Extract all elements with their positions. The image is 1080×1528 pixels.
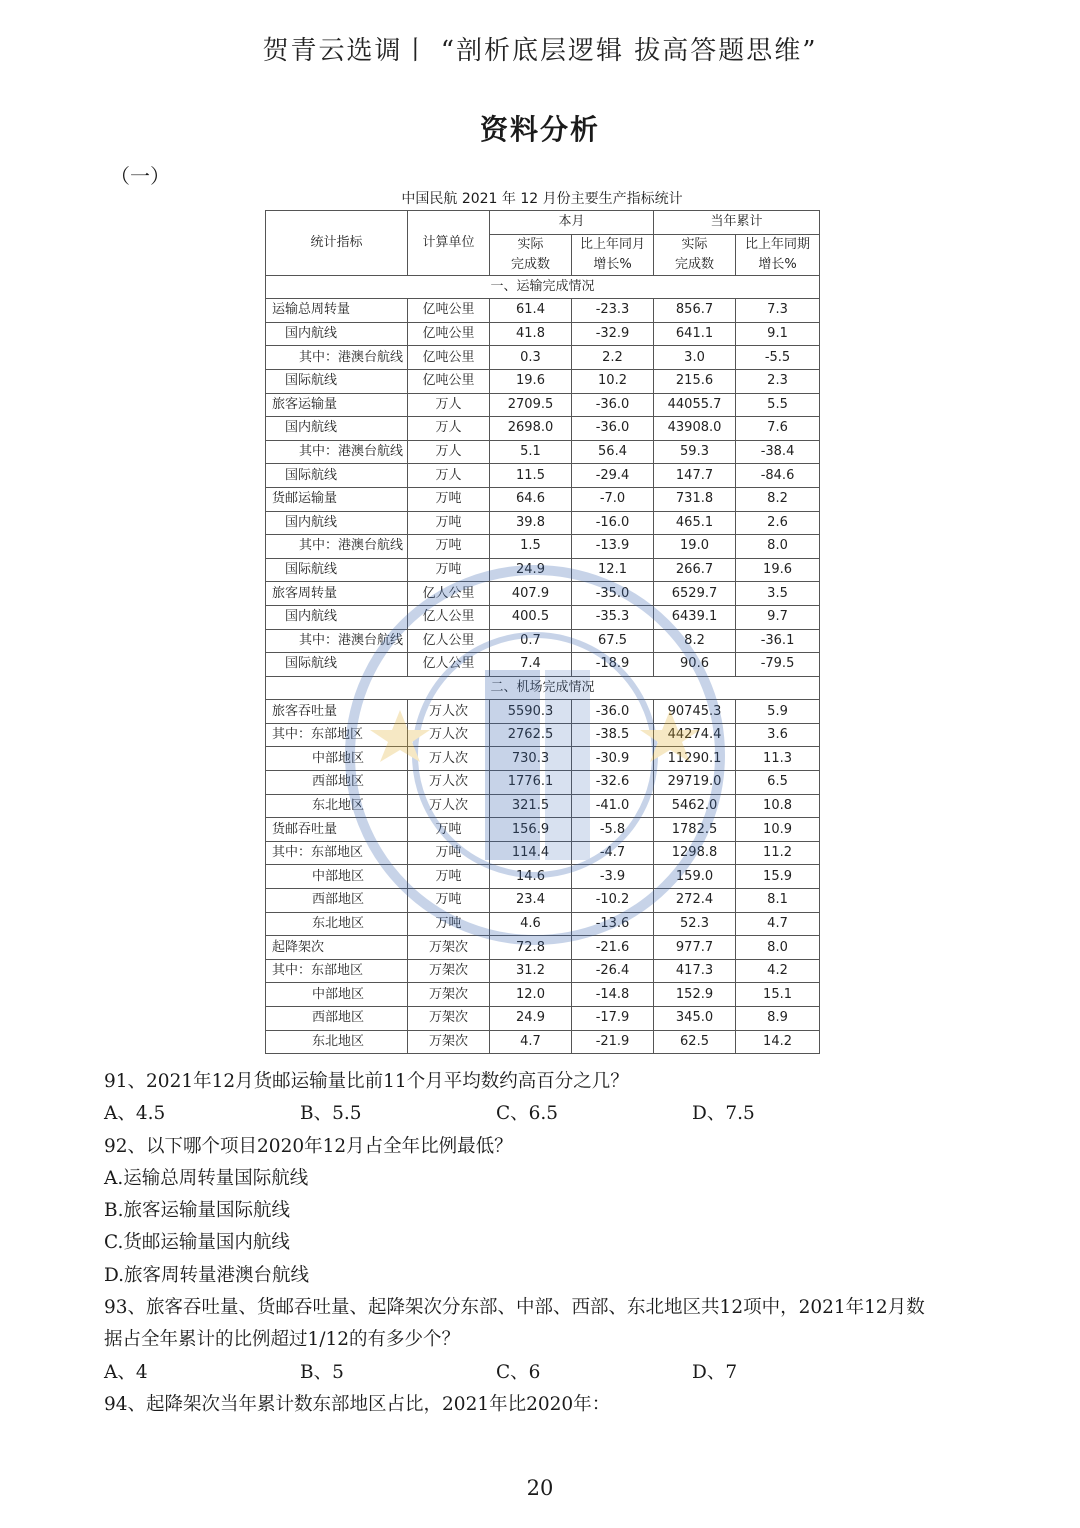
row-name: 其中：东部地区 bbox=[266, 723, 408, 747]
row-name: 中部地区 bbox=[266, 747, 408, 771]
row-name: 国内航线 bbox=[266, 322, 408, 346]
row-month-actual: 4.7 bbox=[490, 1030, 572, 1054]
table-row bbox=[266, 487, 820, 511]
row-month-actual: 1776.1 bbox=[490, 771, 572, 795]
row-ytd-actual: 6439.1 bbox=[654, 605, 736, 629]
row-unit: 万架次 bbox=[408, 1007, 490, 1031]
row-ytd-actual: 856.7 bbox=[654, 299, 736, 323]
row-ytd-growth: 5.5 bbox=[736, 393, 820, 417]
row-ytd-growth: 8.9 bbox=[736, 1007, 820, 1031]
question-92-stem: 92、以下哪个项目2020年12月占全年比例最低？ bbox=[104, 1135, 513, 1157]
section-label: （一） bbox=[110, 164, 170, 188]
row-name: 国际航线 bbox=[266, 558, 408, 582]
question-93-stem-line1: 93、旅客吞吐量、货邮吞吐量、起降架次分东部、中部、西部、东北地区共12项中，2021年12月数 bbox=[104, 1297, 925, 1319]
row-unit: 万吨 bbox=[408, 889, 490, 913]
row-month-growth: -23.3 bbox=[572, 299, 654, 323]
header-month-actual-text: 实际 完成数 bbox=[510, 236, 550, 272]
row-ytd-growth: 14.2 bbox=[736, 1030, 820, 1054]
row-month-actual: 0.3 bbox=[490, 346, 572, 370]
row-ytd-growth: 3.6 bbox=[736, 723, 820, 747]
row-ytd-actual: 417.3 bbox=[654, 959, 736, 983]
row-ytd-growth: 7.3 bbox=[736, 299, 820, 323]
table-row bbox=[266, 440, 820, 464]
row-month-actual: 2698.0 bbox=[490, 417, 572, 441]
row-unit: 亿人公里 bbox=[408, 653, 490, 677]
row-month-growth: -7.0 bbox=[572, 487, 654, 511]
table-row bbox=[266, 771, 820, 795]
row-name: 中部地区 bbox=[266, 983, 408, 1007]
row-ytd-actual: 1298.8 bbox=[654, 841, 736, 865]
row-ytd-growth: 10.8 bbox=[736, 794, 820, 818]
row-month-actual: 41.8 bbox=[490, 322, 572, 346]
option-d: D、7.5 bbox=[692, 1103, 755, 1125]
row-ytd-growth: -84.6 bbox=[736, 464, 820, 488]
row-month-growth: -5.8 bbox=[572, 818, 654, 842]
row-ytd-growth: 3.5 bbox=[736, 582, 820, 606]
header-unit: 计算单位 bbox=[408, 211, 490, 276]
row-month-actual: 11.5 bbox=[490, 464, 572, 488]
row-unit: 万吨 bbox=[408, 865, 490, 889]
row-ytd-actual: 465.1 bbox=[654, 511, 736, 535]
question-94-stem: 94、起降架次当年累计数东部地区占比，2021年比2020年： bbox=[104, 1393, 611, 1415]
row-name: 西部地区 bbox=[266, 889, 408, 913]
row-ytd-actual: 215.6 bbox=[654, 369, 736, 393]
row-ytd-growth: 9.7 bbox=[736, 605, 820, 629]
row-month-growth: -21.9 bbox=[572, 1030, 654, 1054]
questions bbox=[104, 1066, 984, 1421]
row-month-growth: -17.9 bbox=[572, 1007, 654, 1031]
row-ytd-growth: 2.3 bbox=[736, 369, 820, 393]
row-name: 国际航线 bbox=[266, 653, 408, 677]
row-month-growth: -18.9 bbox=[572, 653, 654, 677]
header-month-growth bbox=[572, 234, 654, 275]
row-ytd-actual: 731.8 bbox=[654, 487, 736, 511]
row-ytd-growth: -38.4 bbox=[736, 440, 820, 464]
option-d: D.旅客周转量港澳台航线 bbox=[104, 1264, 310, 1286]
row-unit: 万架次 bbox=[408, 959, 490, 983]
row-ytd-growth: 4.7 bbox=[736, 912, 820, 936]
table-row bbox=[266, 605, 820, 629]
table-row bbox=[266, 535, 820, 559]
row-month-actual: 0.7 bbox=[490, 629, 572, 653]
row-month-actual: 24.9 bbox=[490, 558, 572, 582]
row-month-growth: -35.3 bbox=[572, 605, 654, 629]
table-row bbox=[266, 464, 820, 488]
row-ytd-actual: 3.0 bbox=[654, 346, 736, 370]
row-month-actual: 7.4 bbox=[490, 653, 572, 677]
question-91-stem: 91、2021年12月货邮运输量比前11个月平均数约高百分之几？ bbox=[104, 1071, 629, 1092]
row-ytd-growth: 15.1 bbox=[736, 983, 820, 1007]
header-month-growth-text: 比上年同月 增长% bbox=[580, 236, 646, 272]
row-month-actual: 61.4 bbox=[490, 299, 572, 323]
row-name: 其中：港澳台航线 bbox=[266, 629, 408, 653]
row-ytd-actual: 266.7 bbox=[654, 558, 736, 582]
row-ytd-growth: 7.6 bbox=[736, 417, 820, 441]
row-ytd-growth: 2.6 bbox=[736, 511, 820, 535]
option-d: D、7 bbox=[692, 1361, 738, 1383]
row-month-growth: 10.2 bbox=[572, 369, 654, 393]
row-name: 货邮运输量 bbox=[266, 487, 408, 511]
row-month-actual: 114.4 bbox=[490, 841, 572, 865]
row-ytd-growth: 10.9 bbox=[736, 818, 820, 842]
table-row bbox=[266, 393, 820, 417]
row-ytd-growth: 15.9 bbox=[736, 865, 820, 889]
row-month-actual: 39.8 bbox=[490, 511, 572, 535]
row-ytd-actual: 159.0 bbox=[654, 865, 736, 889]
row-ytd-growth: 9.1 bbox=[736, 322, 820, 346]
row-month-growth: -32.6 bbox=[572, 771, 654, 795]
row-ytd-growth: 4.2 bbox=[736, 959, 820, 983]
header-ytd-growth-text: 比上年同期 增长% bbox=[745, 236, 811, 272]
row-unit: 万吨 bbox=[408, 511, 490, 535]
row-ytd-actual: 152.9 bbox=[654, 983, 736, 1007]
row-ytd-growth: 8.2 bbox=[736, 487, 820, 511]
row-ytd-actual: 43908.0 bbox=[654, 417, 736, 441]
row-unit: 万吨 bbox=[408, 841, 490, 865]
row-month-actual: 4.6 bbox=[490, 912, 572, 936]
section-row bbox=[266, 676, 820, 700]
table-row bbox=[266, 1030, 820, 1054]
row-month-growth: -38.5 bbox=[572, 723, 654, 747]
row-name: 其中：东部地区 bbox=[266, 841, 408, 865]
row-ytd-actual: 90.6 bbox=[654, 653, 736, 677]
table-row bbox=[266, 912, 820, 936]
row-name: 东北地区 bbox=[266, 1030, 408, 1054]
row-month-growth: -32.9 bbox=[572, 322, 654, 346]
row-month-actual: 23.4 bbox=[490, 889, 572, 913]
row-month-actual: 2762.5 bbox=[490, 723, 572, 747]
row-month-growth: -41.0 bbox=[572, 794, 654, 818]
row-ytd-growth: 11.3 bbox=[736, 747, 820, 771]
row-month-actual: 407.9 bbox=[490, 582, 572, 606]
row-unit: 亿人公里 bbox=[408, 629, 490, 653]
row-ytd-actual: 977.7 bbox=[654, 936, 736, 960]
row-month-growth: -26.4 bbox=[572, 959, 654, 983]
row-month-actual: 400.5 bbox=[490, 605, 572, 629]
row-name: 中部地区 bbox=[266, 865, 408, 889]
table-caption: 中国民航 2021 年 12 月份主要生产指标统计 bbox=[401, 191, 683, 207]
row-ytd-growth: -5.5 bbox=[736, 346, 820, 370]
row-name: 西部地区 bbox=[266, 1007, 408, 1031]
row-month-actual: 12.0 bbox=[490, 983, 572, 1007]
row-month-growth: 56.4 bbox=[572, 440, 654, 464]
row-month-growth: -10.2 bbox=[572, 889, 654, 913]
table-row bbox=[266, 346, 820, 370]
question-93-options bbox=[104, 1357, 984, 1389]
page-number: 20 bbox=[526, 1476, 554, 1500]
row-month-growth: -36.0 bbox=[572, 417, 654, 441]
table-row bbox=[266, 1007, 820, 1031]
row-month-growth: -13.9 bbox=[572, 535, 654, 559]
page-title: 资料分析 bbox=[479, 113, 600, 146]
row-unit: 万人 bbox=[408, 393, 490, 417]
row-ytd-actual: 44274.4 bbox=[654, 723, 736, 747]
row-month-actual: 24.9 bbox=[490, 1007, 572, 1031]
header-ytd-actual bbox=[654, 234, 736, 275]
table-row bbox=[266, 818, 820, 842]
option-b: B、5.5 bbox=[300, 1103, 362, 1125]
row-unit: 万人 bbox=[408, 464, 490, 488]
row-month-growth: -4.7 bbox=[572, 841, 654, 865]
row-unit: 万架次 bbox=[408, 936, 490, 960]
row-name: 其中：港澳台航线 bbox=[266, 346, 408, 370]
row-name: 国际航线 bbox=[266, 369, 408, 393]
row-unit: 亿吨公里 bbox=[408, 369, 490, 393]
option-a: A.运输总周转量国际航线 bbox=[104, 1167, 309, 1189]
table-row bbox=[266, 889, 820, 913]
header-indicator: 统计指标 bbox=[266, 211, 408, 276]
row-ytd-actual: 11290.1 bbox=[654, 747, 736, 771]
row-ytd-actual: 90745.3 bbox=[654, 700, 736, 724]
row-month-growth: 12.1 bbox=[572, 558, 654, 582]
table-row bbox=[266, 511, 820, 535]
row-unit: 万吨 bbox=[408, 535, 490, 559]
section-title: 二、机场完成情况 bbox=[266, 676, 820, 700]
row-unit: 亿人公里 bbox=[408, 582, 490, 606]
table-row bbox=[266, 322, 820, 346]
row-name: 国内航线 bbox=[266, 417, 408, 441]
row-month-growth: -21.6 bbox=[572, 936, 654, 960]
option-b: B.旅客运输量国际航线 bbox=[104, 1200, 290, 1222]
table-row bbox=[266, 299, 820, 323]
row-ytd-actual: 1782.5 bbox=[654, 818, 736, 842]
header-ytd-growth bbox=[736, 234, 820, 275]
row-month-growth: -3.9 bbox=[572, 865, 654, 889]
section-row bbox=[266, 275, 820, 299]
table-body bbox=[266, 275, 820, 1054]
row-name: 其中：东部地区 bbox=[266, 959, 408, 983]
row-ytd-actual: 59.3 bbox=[654, 440, 736, 464]
row-month-growth: -13.6 bbox=[572, 912, 654, 936]
row-ytd-growth: 8.1 bbox=[736, 889, 820, 913]
row-name: 西部地区 bbox=[266, 771, 408, 795]
row-month-growth: -35.0 bbox=[572, 582, 654, 606]
row-name: 其中：港澳台航线 bbox=[266, 535, 408, 559]
table-row bbox=[266, 747, 820, 771]
row-ytd-growth: 5.9 bbox=[736, 700, 820, 724]
row-name: 旅客运输量 bbox=[266, 393, 408, 417]
row-month-growth: -16.0 bbox=[572, 511, 654, 535]
section-title: 一、运输完成情况 bbox=[266, 275, 820, 299]
row-unit: 万吨 bbox=[408, 487, 490, 511]
row-month-growth: -36.0 bbox=[572, 393, 654, 417]
row-month-actual: 2709.5 bbox=[490, 393, 572, 417]
row-ytd-actual: 62.5 bbox=[654, 1030, 736, 1054]
header-month-actual bbox=[490, 234, 572, 275]
row-month-actual: 64.6 bbox=[490, 487, 572, 511]
table-row bbox=[266, 558, 820, 582]
row-ytd-actual: 147.7 bbox=[654, 464, 736, 488]
option-c: C、6.5 bbox=[496, 1103, 559, 1125]
row-month-actual: 72.8 bbox=[490, 936, 572, 960]
header-ytd-actual-text: 实际 完成数 bbox=[675, 236, 715, 272]
row-name: 旅客周转量 bbox=[266, 582, 408, 606]
row-name: 货邮吞吐量 bbox=[266, 818, 408, 842]
row-unit: 万吨 bbox=[408, 912, 490, 936]
row-name: 旅客吞吐量 bbox=[266, 700, 408, 724]
row-name: 国际航线 bbox=[266, 464, 408, 488]
option-a: A、4 bbox=[104, 1361, 148, 1383]
row-month-growth: 2.2 bbox=[572, 346, 654, 370]
question-93-stem-line2: 据占全年累计的比例超过1/12的有多少个？ bbox=[104, 1329, 461, 1351]
table-row bbox=[266, 653, 820, 677]
row-ytd-actual: 19.0 bbox=[654, 535, 736, 559]
row-unit: 万吨 bbox=[408, 818, 490, 842]
header-ytd: 当年累计 bbox=[654, 211, 820, 235]
table-row bbox=[266, 794, 820, 818]
row-month-actual: 321.5 bbox=[490, 794, 572, 818]
row-ytd-actual: 29719.0 bbox=[654, 771, 736, 795]
row-month-growth: -30.9 bbox=[572, 747, 654, 771]
row-month-growth: 67.5 bbox=[572, 629, 654, 653]
row-unit: 万人次 bbox=[408, 794, 490, 818]
row-unit: 万人次 bbox=[408, 723, 490, 747]
row-ytd-growth: 8.0 bbox=[736, 535, 820, 559]
row-ytd-actual: 44055.7 bbox=[654, 393, 736, 417]
row-unit: 万人次 bbox=[408, 700, 490, 724]
question-91-options bbox=[104, 1098, 984, 1130]
row-ytd-actual: 641.1 bbox=[654, 322, 736, 346]
row-month-growth: -14.8 bbox=[572, 983, 654, 1007]
row-unit: 万人次 bbox=[408, 771, 490, 795]
table-row bbox=[266, 983, 820, 1007]
option-a: A、4.5 bbox=[104, 1103, 166, 1125]
row-ytd-growth: 6.5 bbox=[736, 771, 820, 795]
statistics-table-container bbox=[265, 210, 819, 1054]
table-row bbox=[266, 723, 820, 747]
row-month-growth: -29.4 bbox=[572, 464, 654, 488]
row-unit: 万架次 bbox=[408, 983, 490, 1007]
row-ytd-growth: 8.0 bbox=[736, 936, 820, 960]
row-month-actual: 14.6 bbox=[490, 865, 572, 889]
row-name: 国内航线 bbox=[266, 605, 408, 629]
row-ytd-actual: 8.2 bbox=[654, 629, 736, 653]
row-ytd-growth: 19.6 bbox=[736, 558, 820, 582]
table-row bbox=[266, 841, 820, 865]
statistics-table bbox=[265, 210, 820, 1054]
row-month-actual: 5590.3 bbox=[490, 700, 572, 724]
row-month-actual: 156.9 bbox=[490, 818, 572, 842]
row-unit: 亿吨公里 bbox=[408, 299, 490, 323]
header-this-month: 本月 bbox=[490, 211, 654, 235]
table-row bbox=[266, 936, 820, 960]
table-row bbox=[266, 369, 820, 393]
page-header: 贺青云选调丨 “剖析底层逻辑 拔高答题思维” bbox=[262, 36, 818, 66]
row-ytd-actual: 345.0 bbox=[654, 1007, 736, 1031]
row-name: 其中：港澳台航线 bbox=[266, 440, 408, 464]
table-row bbox=[266, 865, 820, 889]
row-name: 起降架次 bbox=[266, 936, 408, 960]
table-row bbox=[266, 629, 820, 653]
row-name: 东北地区 bbox=[266, 912, 408, 936]
row-name: 东北地区 bbox=[266, 794, 408, 818]
row-unit: 万人 bbox=[408, 440, 490, 464]
row-unit: 亿吨公里 bbox=[408, 346, 490, 370]
row-month-actual: 31.2 bbox=[490, 959, 572, 983]
row-ytd-growth: -36.1 bbox=[736, 629, 820, 653]
row-unit: 亿人公里 bbox=[408, 605, 490, 629]
row-unit: 万人次 bbox=[408, 747, 490, 771]
row-ytd-actual: 52.3 bbox=[654, 912, 736, 936]
table-row bbox=[266, 417, 820, 441]
row-month-actual: 5.1 bbox=[490, 440, 572, 464]
row-name: 国内航线 bbox=[266, 511, 408, 535]
row-ytd-growth: -79.5 bbox=[736, 653, 820, 677]
row-ytd-actual: 6529.7 bbox=[654, 582, 736, 606]
row-ytd-growth: 11.2 bbox=[736, 841, 820, 865]
row-name: 运输总周转量 bbox=[266, 299, 408, 323]
row-month-actual: 19.6 bbox=[490, 369, 572, 393]
row-unit: 万架次 bbox=[408, 1030, 490, 1054]
table-row bbox=[266, 959, 820, 983]
row-ytd-actual: 5462.0 bbox=[654, 794, 736, 818]
table-row bbox=[266, 700, 820, 724]
row-unit: 万人 bbox=[408, 417, 490, 441]
row-month-growth: -36.0 bbox=[572, 700, 654, 724]
row-unit: 万吨 bbox=[408, 558, 490, 582]
row-month-actual: 730.3 bbox=[490, 747, 572, 771]
option-c: C、6 bbox=[496, 1361, 541, 1383]
option-c: C.货邮运输量国内航线 bbox=[104, 1232, 290, 1254]
option-b: B、5 bbox=[300, 1361, 344, 1383]
table-row bbox=[266, 582, 820, 606]
row-unit: 亿吨公里 bbox=[408, 322, 490, 346]
row-ytd-actual: 272.4 bbox=[654, 889, 736, 913]
row-month-actual: 1.5 bbox=[490, 535, 572, 559]
